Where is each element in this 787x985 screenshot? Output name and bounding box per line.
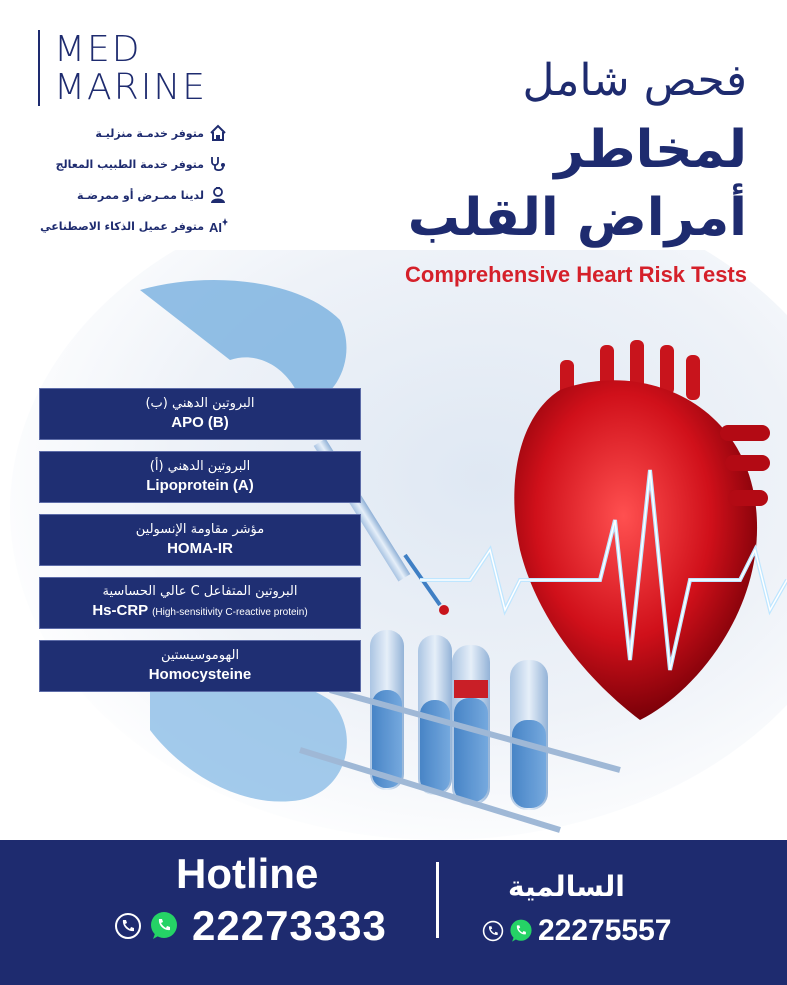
test-name-ar: مؤشر مقاومة الإنسولين [135,522,265,537]
hotline-label: Hotline [176,850,319,897]
test-item [39,514,361,566]
nurse-icon [208,185,228,205]
hotline-number[interactable]: 22273333 [192,902,387,949]
title-line3: أمراض القلب [407,188,747,248]
services-list [38,120,228,244]
service-text: لدينا ممـرض أو ممرضـة [76,188,204,202]
test-abbr: Hs-CRP [92,602,148,619]
home-icon [208,123,228,143]
service-text: متوفر عميل الذكاء الاصطناعي [40,219,204,233]
ai-icon [208,216,228,236]
test-name-en: Homocysteine [148,666,252,683]
service-item [38,151,228,177]
tests-list [39,388,361,703]
test-name-en: APO (B) [171,414,229,431]
logo-bar [38,30,40,106]
service-item [38,120,228,146]
test-name-ar: البروتين الدهني (ب) [145,396,255,411]
test-name-ar: الهوموسيستين [160,648,240,663]
test-name-en: HOMA-IR [167,540,233,557]
svg-text:AI: AI [209,220,222,235]
phone-icon[interactable] [114,912,142,944]
title-line2: لمخاطر [554,120,747,180]
whatsapp-icon[interactable] [508,918,534,948]
test-name-en [92,601,307,623]
title-line1: فحص شامل [522,55,747,106]
footer-contact-bar [0,840,787,985]
logo-line2: MARINE [54,67,207,108]
logo-line1: MED [54,29,142,70]
test-name-ar: البروتين المتفاعل C عالي الحساسية [102,584,298,599]
stethoscope-icon [208,154,228,174]
test-item [39,388,361,440]
divider [436,862,439,938]
service-text: متوفر خدمـة منزليـة [95,126,204,140]
service-text: متوفر خدمة الطبيب المعالج [55,157,204,171]
service-item [38,213,228,239]
test-name-en: Lipoprotein (A) [146,477,254,494]
service-item [38,182,228,208]
logo [38,28,238,108]
subtitle: Comprehensive Heart Risk Tests [405,262,747,287]
test-item [39,577,361,629]
test-item [39,640,361,692]
branch-name: السالمية [508,870,625,903]
test-name-ar: البروتين الدهني (أ) [149,459,251,474]
phone-icon[interactable] [482,920,504,946]
branch-number[interactable]: 22275557 [538,914,672,947]
test-fullname: (High-sensitivity C-reactive protein) [152,607,308,618]
test-item [39,451,361,503]
whatsapp-icon[interactable] [148,910,180,946]
